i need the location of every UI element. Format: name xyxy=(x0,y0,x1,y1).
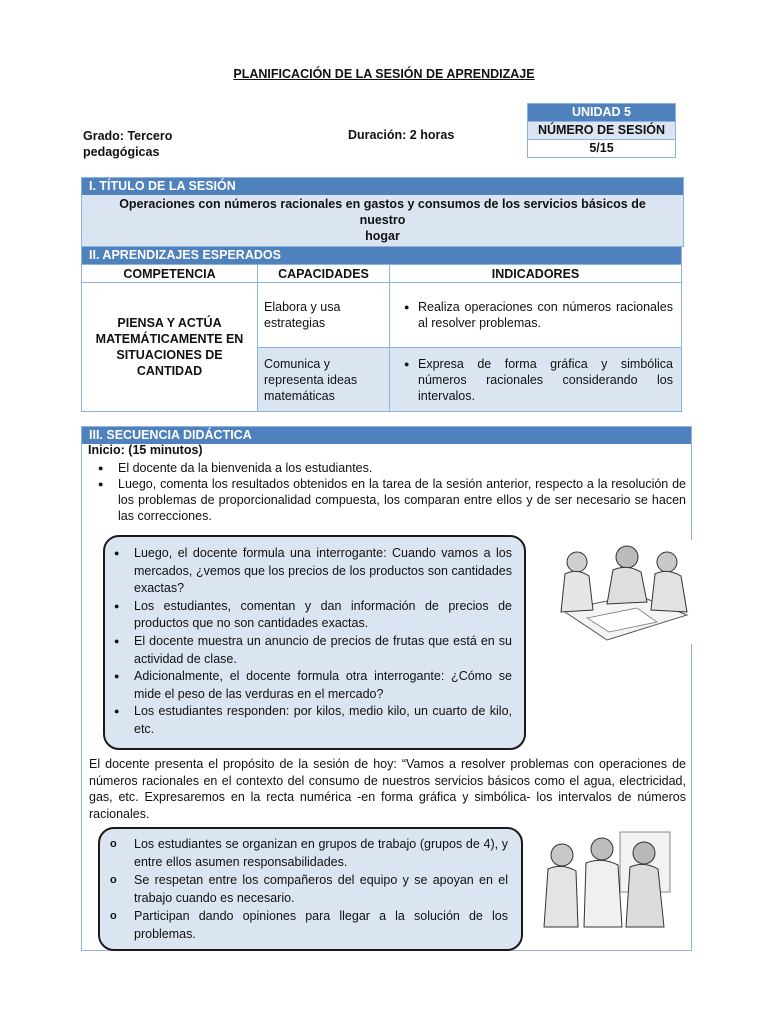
students-working-illustration xyxy=(547,540,692,644)
purpose-paragraph: El docente presenta el propósito de la sesión de hoy: “Vamos a resolver problemas con operaciones de números racionales en el contexto del consumo de nuestros servicios básicos como el agua, electricidad, gas, etc. Expresaremos en la recta numérica -en forma gráfica y simbólica- los intervalos de números racionales. xyxy=(89,757,686,821)
list-item: ● Los estudiantes, comentan y dan información de precios de productos que no son cantidades exactas. xyxy=(108,598,512,633)
session-title-line-2: hogar xyxy=(365,229,400,243)
list-item: ● Luego, el docente formula una interrogante: Cuando vamos a los mercados, ¿vemos que los precios de los productos son cantidades exactas? xyxy=(108,545,512,598)
grade-line-2: pedagógicas xyxy=(83,145,160,159)
capacidad-cell: Elabora y usa estrategias xyxy=(258,283,390,348)
teacher-students-illustration xyxy=(540,827,674,931)
col-competencia: COMPETENCIA xyxy=(82,265,258,283)
capacidad-cell: Comunica y representa ideas matemáticas xyxy=(258,348,390,412)
list-item: ● El docente da la bienvenida a los estudiantes. xyxy=(92,460,686,476)
list-item: o Se respetan entre los compañeros del equipo y se apoyan en el trabajo cuando es necesario. xyxy=(104,871,508,907)
competencia-cell: PIENSA Y ACTÚA MATEMÁTICAMENTE EN SITUACIONES DE CANTIDAD xyxy=(82,283,258,412)
question-box-bullets xyxy=(108,545,512,739)
list-item: o Los estudiantes se organizan en grupos de trabajo (grupos de 4), y entre ellos asumen responsabilidades. xyxy=(104,835,508,871)
col-indicadores: INDICADORES xyxy=(390,265,682,283)
section-title-header: I. TÍTULO DE LA SESIÓN xyxy=(82,178,683,195)
session-number-label: NÚMERO DE SESIÓN xyxy=(528,121,675,139)
didactic-sequence-header: III. SECUENCIA DIDÁCTICA xyxy=(82,427,691,444)
list-item: ● Adicionalmente, el docente formula otra interrogante: ¿Cómo se mide el peso de las verduras en el mercado? xyxy=(108,668,512,703)
unit-label: UNIDAD 5 xyxy=(528,104,675,121)
indicador-text: ● Expresa de forma gráfica y simbólica números racionales considerando los intervalos. xyxy=(398,356,673,404)
col-capacidades: CAPACIDADES xyxy=(258,265,390,283)
duration-info: Duración: 2 horas xyxy=(348,128,455,142)
section-title xyxy=(81,177,684,247)
inicio-label: Inicio: (15 minutos) xyxy=(88,443,203,457)
indicador-cell xyxy=(390,283,682,348)
inicio-bullets xyxy=(92,460,686,524)
indicador-cell xyxy=(390,348,682,412)
list-item: ● El docente muestra un anuncio de precios de frutas que está en su actividad de clase. xyxy=(108,633,512,668)
list-item: ● Luego, comenta los resultados obtenidos en la tarea de la sesión anterior, respecto a la resolución de los problemas de proporcionalidad compuesta, los comparan entre ellos y de ser necesario se hacen las correcciones. xyxy=(92,476,686,524)
session-title-text xyxy=(82,195,683,246)
page-title: PLANIFICACIÓN DE LA SESIÓN DE APRENDIZAJE xyxy=(233,67,535,81)
expected-learning-header: II. APRENDIZAJES ESPERADOS xyxy=(82,247,682,265)
list-item: ● Los estudiantes responden: por kilos, medio kilo, un cuarto de kilo, etc. xyxy=(108,703,512,738)
session-title-line-1: Operaciones con números racionales en gastos y consumos de los servicios básicos de nuestro xyxy=(119,197,646,227)
session-number-value: 5/15 xyxy=(528,139,675,157)
grade-line: Grado: Tercero xyxy=(83,129,173,143)
indicador-text: ● Realiza operaciones con números racionales al resolver problemas. xyxy=(398,299,673,331)
agreements-list xyxy=(104,835,508,943)
grade-info xyxy=(83,128,172,160)
unit-session-box xyxy=(527,103,676,158)
expected-learning-table xyxy=(81,246,682,412)
list-item: o Participan dando opiniones para llegar a la solución de los problemas. xyxy=(104,907,508,943)
